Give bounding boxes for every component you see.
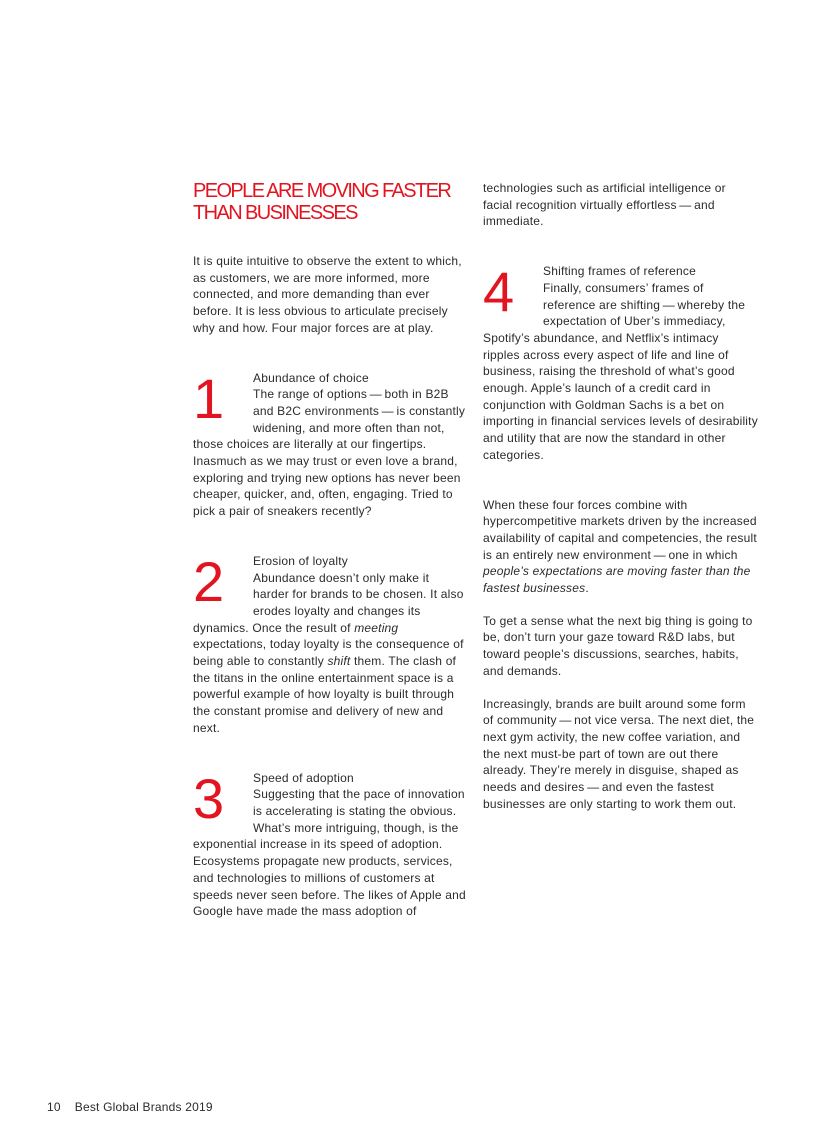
force-body: them. The clash of the titans in the online entertainment space is a powerful example of how loyalty is built through the constant promise and delivery of new and next.	[193, 654, 457, 735]
force-body: expectations, today loyalty is the consequence of being able to constantly	[193, 637, 464, 669]
headline-line-2: THAN BUSINESSES	[193, 202, 357, 224]
conclusion-end: .	[585, 581, 589, 596]
page-number: 10	[47, 1100, 61, 1114]
force-body: Abundance doesn’t only make it harder for brands to be chosen. It also erodes loyalty and changes its dynamics. Once the result of	[193, 570, 464, 635]
force-number: 4	[483, 260, 515, 324]
force-body-emphasis: shift	[327, 654, 351, 669]
force-3-continued: technologies such as artificial intelligence or facial recognition virtually effortless — and immediate.	[483, 181, 726, 229]
force-body-emphasis: meeting	[354, 620, 399, 635]
force-title: Abundance of choice	[253, 370, 369, 385]
publication-title: Best Global Brands 2019	[74, 1100, 213, 1114]
page-footer	[47, 1099, 213, 1115]
force-number: 3	[193, 766, 225, 830]
force-number: 1	[193, 366, 225, 430]
rd-paragraph: To get a sense what the next big thing is going to be, don’t turn your gaze toward R&D labs, but toward people’s discussions, searches, habits, and demands.	[483, 613, 753, 678]
force-title: Shifting frames of reference	[543, 264, 697, 279]
force-title: Erosion of loyalty	[253, 553, 348, 568]
headline-line-1: PEOPLE ARE MOVING FASTER	[193, 180, 451, 202]
force-3	[193, 766, 468, 920]
force-1	[193, 366, 468, 520]
right-column	[483, 180, 758, 813]
force-body: The range of options — both in B2B and B2C environments — is constantly widening, and more often than not, those choices are literally at our fingertips. Inasmuch as we may trust or even love a brand, exploring and trying new options has never been cheaper, quicker, and, often, engaging. Tried to pick a pair of sneakers recently?	[193, 387, 466, 519]
intro-paragraph: It is quite intuitive to observe the extent to which, as customers, we are more informed, more connected, and more demanding than ever before. It is less obvious to articulate precisely why and how. Four major forces are at play.	[193, 254, 462, 335]
conclusion-text: When these four forces combine with hypercompetitive markets driven by the increased availability of capital and competencies, the result is an entirely new environment — one in which	[483, 497, 757, 562]
community-paragraph: Increasingly, brands are built around some form of community — not vice versa. The next diet, the next gym activity, the new coffee variation, and the next must-be part of town are out there already. They’re merely in disguise, shaped as needs and desires — and even the fastest businesses are only starting to work them out.	[483, 696, 755, 811]
conclusion-paragraph	[483, 497, 758, 597]
left-column	[193, 180, 468, 920]
force-body: Finally, consumers’ frames of reference are shifting — whereby the expectation of Uber’s immediacy, Spotify’s abundance, and Netflix’s intimacy ripples across every aspect of life and line of business, raising the threshold of what’s good enough. Apple’s launch of a credit card in conjunction with Goldman Sachs is a bet on importing in financial services levels of desirability and utility that are now the standard in other categories.	[483, 280, 758, 462]
force-title: Speed of adoption	[253, 770, 354, 785]
force-number: 2	[193, 549, 225, 613]
force-4	[483, 260, 758, 463]
conclusion-emphasis: people’s expectations are moving faster than the fastest businesses	[483, 564, 751, 596]
force-2	[193, 549, 468, 737]
force-body: Suggesting that the pace of innovation is accelerating is stating the obvious. What’s more intriguing, though, is the exponential increase in its speed of adoption. Ecosystems propagate new products, services, and technologies to millions of customers at speeds never seen before. The likes of Apple and Google have made the mass adoption of	[193, 787, 466, 919]
page-title	[193, 180, 468, 224]
